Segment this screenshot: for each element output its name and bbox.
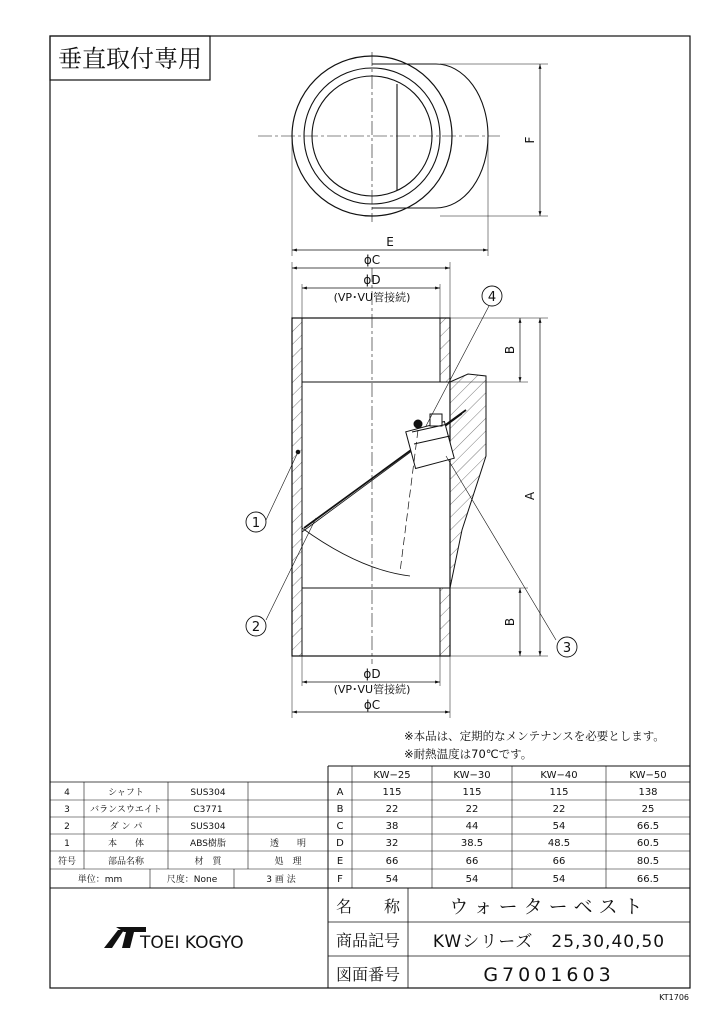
balloon-1 (246, 512, 266, 532)
dim-a: A (523, 491, 537, 501)
part-material: SUS304 (190, 788, 226, 798)
part-no: 4 (64, 788, 70, 798)
model-header: KW−25 (373, 770, 411, 781)
part-no: 1 (64, 839, 70, 849)
parts-header-row (58, 855, 302, 867)
dimension-value: 38 (385, 821, 399, 832)
dimension-value: 115 (382, 787, 402, 798)
dimension-label: A (336, 787, 344, 798)
part-name: 本 体 (107, 839, 145, 849)
note-maintenance: ※本品は、定期的なメンテナンスを必要とします。 (404, 729, 665, 743)
dimension-label: D (336, 838, 344, 849)
drawing-number: G7001603 (483, 964, 615, 986)
dimension-value: 115 (462, 787, 482, 798)
dim-b-bottom: B (503, 617, 517, 627)
model-header: KW−30 (453, 770, 491, 781)
sheet-border (50, 36, 690, 988)
dim-phid-bottom: ϕD (363, 667, 381, 681)
parts-row (64, 804, 222, 815)
dimension-label: E (336, 856, 344, 867)
dimension-row (337, 821, 660, 832)
dimension-value: 66 (552, 856, 566, 867)
dimension-value: 138 (638, 787, 658, 798)
dimension-value: 80.5 (636, 856, 660, 867)
dim-e-label: E (386, 235, 394, 249)
company-name: TOEI KOGYO (140, 933, 244, 953)
dimension-row (336, 838, 659, 849)
dimension-value: 22 (552, 804, 566, 815)
method-label: 3 画 法 (266, 875, 296, 885)
part-no: 2 (64, 822, 70, 832)
balloon-3 (557, 637, 577, 657)
dim-b-top: B (503, 345, 517, 355)
dimension-value: 44 (465, 821, 479, 832)
header-material: 材 質 (194, 857, 222, 867)
product-name: ウォーターベスト (449, 896, 649, 918)
dimension-value: 22 (465, 804, 479, 815)
part-name: バランスウエイト (90, 805, 162, 815)
top-view (258, 52, 548, 256)
dimension-value: 54 (552, 821, 566, 832)
dimension-value: 66.5 (636, 874, 660, 885)
dimension-row (337, 874, 659, 885)
header-name: 部品名称 (107, 857, 145, 867)
note-heat: ※耐熱温度は70℃です。 (404, 747, 533, 761)
drawing-number-label: 図面番号 (335, 965, 401, 984)
parts-row (64, 821, 226, 832)
balloon-2 (246, 616, 266, 636)
dimension-row (337, 856, 659, 867)
dimension-value: 54 (465, 874, 479, 885)
dimension-value: 25 (641, 804, 655, 815)
mounting-title: 垂直取付専用 (58, 45, 202, 73)
dim-pipe-top: (VP･VU管接続) (333, 291, 411, 304)
model-header: KW−50 (629, 770, 667, 781)
dimension-value: 32 (385, 838, 399, 849)
dim-pipe-bottom: (VP･VU管接続) (333, 683, 411, 696)
scale-label: 尺度：None (166, 875, 218, 885)
dimension-label: F (337, 874, 343, 885)
dim-f-label: F (523, 136, 537, 144)
dimension-value: 48.5 (547, 838, 571, 849)
dimension-value: 54 (552, 874, 566, 885)
name-label: 名 称 (335, 897, 401, 916)
model-header: KW−40 (540, 770, 578, 781)
balloon-4 (482, 286, 502, 306)
svg-text:2: 2 (251, 620, 261, 635)
dimension-label: B (336, 804, 344, 815)
dim-phic-top: ϕC (363, 253, 381, 267)
part-no: 3 (64, 805, 70, 815)
dimension-value: 66 (465, 856, 479, 867)
part-name: シャフト (108, 788, 144, 798)
dimension-value: 54 (385, 874, 399, 885)
dimension-value: 66 (385, 856, 399, 867)
dimension-row (337, 804, 655, 815)
code-label: 商品記号 (335, 931, 401, 950)
dim-phid-top: ϕD (363, 273, 381, 287)
product-code: KWシリーズ 25,30,40,50 (432, 932, 666, 952)
part-name: ダ ン パ (109, 822, 143, 832)
part-material: ABS樹脂 (190, 839, 226, 849)
dimension-value: 60.5 (636, 838, 660, 849)
part-material: SUS304 (190, 822, 226, 832)
parts-table (64, 787, 306, 849)
parts-row (64, 837, 306, 849)
parts-row (64, 787, 226, 798)
part-finish: 透 明 (269, 839, 307, 849)
header-finish: 処 理 (274, 857, 302, 867)
svg-text:1: 1 (251, 516, 261, 531)
table-grid (50, 766, 690, 988)
dimension-value: 22 (385, 804, 399, 815)
dimension-value: 38.5 (460, 838, 484, 849)
dimension-value: 115 (549, 787, 569, 798)
section-view (266, 262, 556, 718)
corner-code: KT1706 (659, 993, 689, 1002)
dim-phic-bottom: ϕC (363, 698, 381, 712)
dimension-value: 66.5 (636, 821, 660, 832)
unit-label: 単位：mm (77, 875, 123, 885)
dimension-table-header (373, 770, 666, 781)
dimension-table (336, 787, 659, 885)
dimension-label: C (336, 821, 344, 832)
header-no: 符号 (57, 857, 77, 867)
svg-text:3: 3 (562, 641, 572, 656)
mounting-title-box (50, 36, 210, 80)
svg-text:4: 4 (487, 290, 497, 305)
part-material: C3771 (193, 805, 223, 815)
parts-footer-row (78, 873, 297, 885)
dimension-row (337, 787, 658, 798)
